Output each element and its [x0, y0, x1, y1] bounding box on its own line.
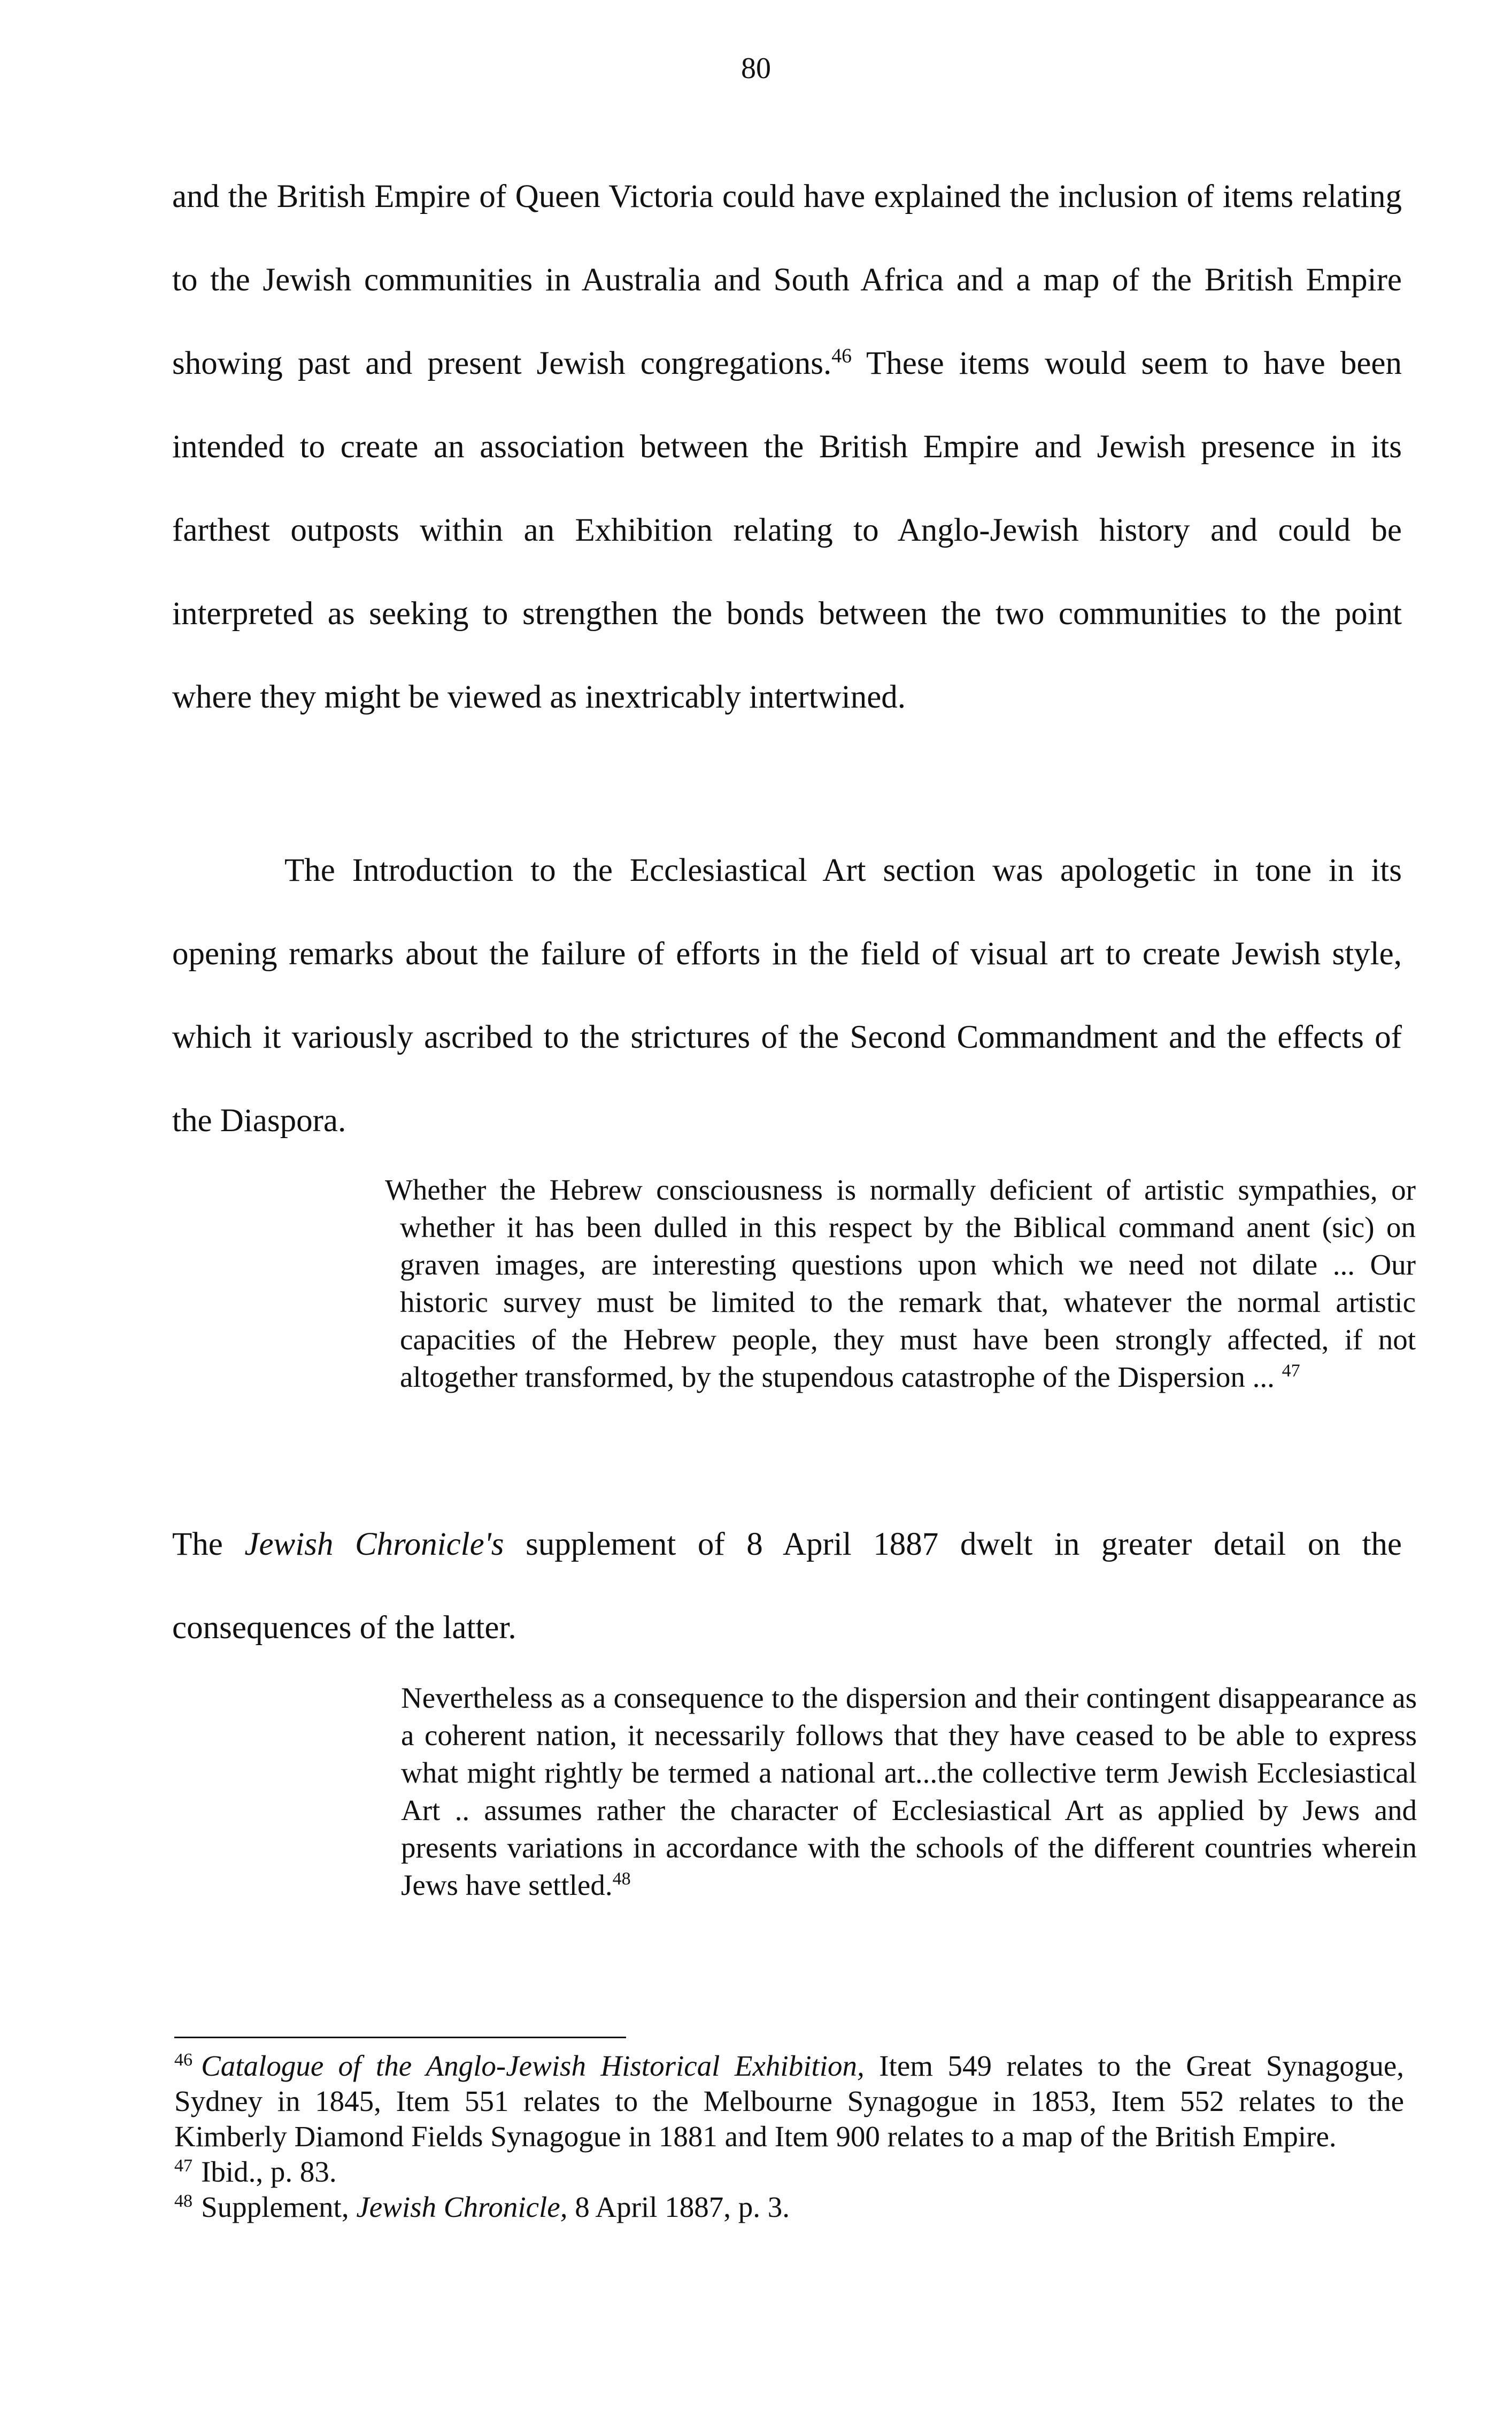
body-paragraph-2: The Introduction to the Ecclesiastical Art section was apologetic in tone in its opening remarks about the failure of efforts in the field of visual art to create Jewish style, which it variously ascribed to the strictures of the Second Commandment and the effects of the Diaspora. — [172, 853, 1402, 1139]
footnote-46-text: Item 549 relates to the Great Synagogue, Sydney in 1845, Item 551 relates to the Melbourne Synagogue in 1853, Item 552 relates to the Kimberly Diamond Fields Synagogue in 1881 and Item 900 relates to a map of the British Empire. — [174, 2049, 1405, 2153]
footnote-47-text: Ibid., p. 83. — [201, 2155, 337, 2188]
footnote-48 — [174, 2190, 1404, 2225]
quote-1-text: Whether the Hebrew consciousness is normally deficient of artistic sympathies, or whether it has been dulled in this respect by the Biblical command anent (sic) on graven images, are interesting questions upon which we need not dilate ... Our historic survey must be limited to the remark that, whatever the normal artistic capacities of the Hebrew people, they must have been strongly affected, if not altogether transformed, by the stupendous catastrophe of the Dispersion ... — [385, 1173, 1416, 1393]
paragraph-1-text: and the British Empire of Queen Victoria could have explained the inclusion of items relating to the Jewish communities in Australia and South Africa and a map of the British Empire showing past and present Jewish congregations. — [172, 179, 1402, 381]
paragraph-3-italic-title: Jewish Chronicle's — [244, 1526, 504, 1562]
footnote-48-post: 8 April 1887, p. 3. — [567, 2191, 790, 2223]
footnotes — [174, 2048, 1404, 2225]
footnote-divider — [174, 2037, 626, 2038]
footnote-48-number: 48 — [174, 2191, 193, 2211]
footnote-47-number: 47 — [174, 2155, 193, 2176]
paragraph-3-post: supplement of 8 April 1887 dwelt in greater detail on the consequences of the latter. — [172, 1526, 1402, 1646]
block-quote-1 — [385, 1171, 1416, 1396]
footnote-48-pre: Supplement, — [201, 2191, 357, 2223]
page-number: 80 — [741, 52, 771, 85]
paragraph-1-continuation: These items would seem to have been intended to create an association between the British Empire and Jewish presence in its farthest outposts within an Exhibition relating to Anglo-Jewish history and could be interpreted as seeking to strengthen the bonds between the two communities to the point where they might be viewed as inextricably intertwined. — [172, 345, 1402, 715]
footnote-46-number: 46 — [174, 2049, 193, 2070]
footnote-46 — [174, 2048, 1404, 2154]
block-quote-2 — [401, 1679, 1417, 1904]
footnote-ref-46: 46 — [831, 344, 852, 367]
body-paragraph-1 — [172, 155, 1402, 739]
footnote-46-italic-title: Catalogue of the Anglo-Jewish Historical Exhibition, — [201, 2049, 865, 2082]
footnote-ref-47: 47 — [1282, 1361, 1300, 1381]
quote-2-text: Nevertheless as a consequence to the dispersion and their contingent disappearance as a coherent nation, it necessarily follows that they have ceased to be able to express what might rightly be termed a national art...the collective term Jewish Ecclesiastical Art .. assumes rather the character of Ecclesiastical Art as applied by Jews and presents variations in accordance with the schools of the different countries wherein Jews have settled. — [401, 1681, 1417, 1901]
body-paragraph-3 — [172, 1503, 1402, 1670]
footnote-ref-48: 48 — [612, 1869, 631, 1889]
paragraph-3-pre: The — [172, 1526, 245, 1562]
footnote-48-italic-title: Jewish Chronicle, — [356, 2191, 568, 2223]
footnote-47 — [174, 2154, 1404, 2190]
